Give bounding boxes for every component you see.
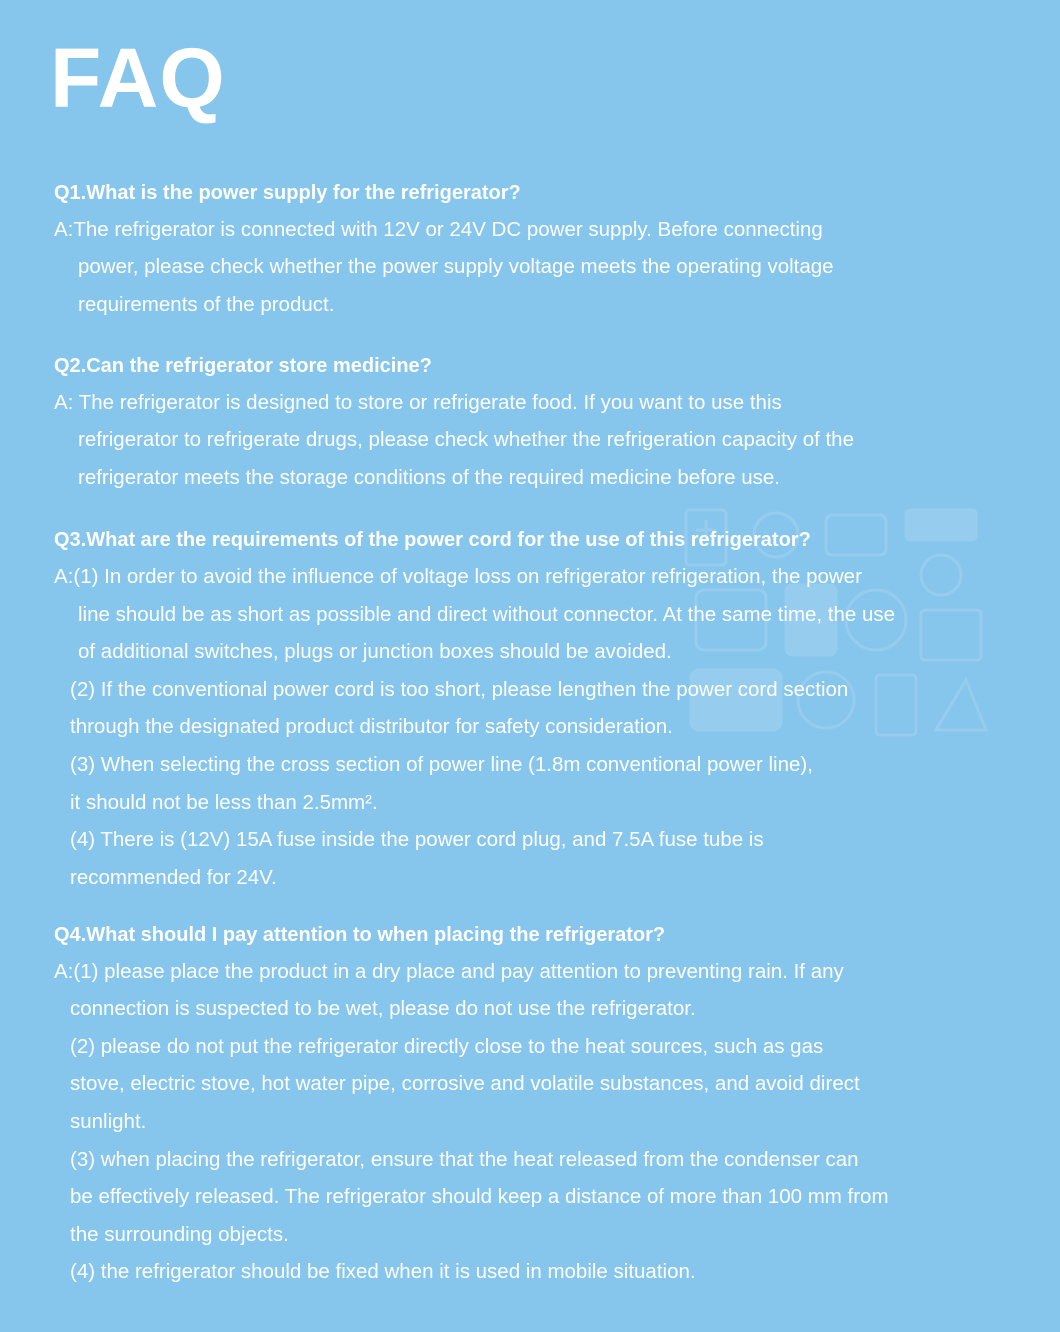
faq-answer-4-line-1: A:(1) please place the product in a dry place and pay attention to preventing rain. If any [54,960,844,983]
faq-answer-3-line-2: line should be as short as possible and direct without connector. At the same time, the use [78,603,896,626]
faq-answer-4-line-8: the surrounding objects. [70,1223,289,1246]
faq-answer-1-line-2: power, please check whether the power supply voltage meets the operating voltage [78,255,834,278]
faq-answer-3-line-9: recommended for 24V. [70,866,277,889]
faq-answer-4-line-6: (3) when placing the refrigerator, ensure that the heat released from the condenser can [70,1148,859,1171]
faq-answer-2-line-3: refrigerator meets the storage conditions of the required medicine before use. [78,466,780,489]
faq-answer-4-line-5: sunlight. [70,1110,147,1133]
faq-answer-3-line-1: A:(1) In order to avoid the influence of voltage loss on refrigerator refrigeration, the power [54,565,862,588]
faq-question-1: Q1.What is the power supply for the refrigerator? [54,182,521,204]
faq-answer-3-line-8: (4) There is (12V) 15A fuse inside the power cord plug, and 7.5A fuse tube is [70,828,764,851]
faq-answer-3-line-5: through the designated product distributor for safety consideration. [70,715,673,738]
page-title: FAQ [50,31,226,125]
faq-question-2: Q2.Can the refrigerator store medicine? [54,355,432,377]
faq-answer-1-line-1: A:The refrigerator is connected with 12V or 24V DC power supply. Before connecting [54,218,823,241]
faq-answer-4-line-9: (4) the refrigerator should be fixed when it is used in mobile situation. [70,1260,696,1283]
faq-answer-4-line-2: connection is suspected to be wet, please do not use the refrigerator. [70,997,696,1020]
faq-answer-3-line-7: it should not be less than 2.5mm². [70,791,378,814]
faq-answer-3-line-4: (2) If the conventional power cord is too short, please lengthen the power cord section [70,678,849,701]
faq-question-3: Q3.What are the requirements of the power cord for the use of this refrigerator? [54,529,811,551]
faq-answer-4-line-3: (2) please do not put the refrigerator directly close to the heat sources, such as gas [70,1035,824,1058]
faq-answer-4-line-7: be effectively released. The refrigerator should keep a distance of more than 100 mm from [70,1185,889,1208]
faq-answer-2-line-2: refrigerator to refrigerate drugs, please check whether the refrigeration capacity of the [78,428,854,451]
faq-answer-3-line-3: of additional switches, plugs or junction boxes should be avoided. [78,640,672,663]
faq-answer-3-line-6: (3) When selecting the cross section of power line (1.8m conventional power line), [70,753,813,776]
faq-answer-1-line-3: requirements of the product. [78,293,335,316]
faq-question-4: Q4.What should I pay attention to when placing the refrigerator? [54,924,666,946]
faq-answer-4-line-4: stove, electric stove, hot water pipe, corrosive and volatile substances, and avoid direct [70,1072,860,1095]
faq-answer-2-line-1: A: The refrigerator is designed to store or refrigerate food. If you want to use this [54,391,782,414]
